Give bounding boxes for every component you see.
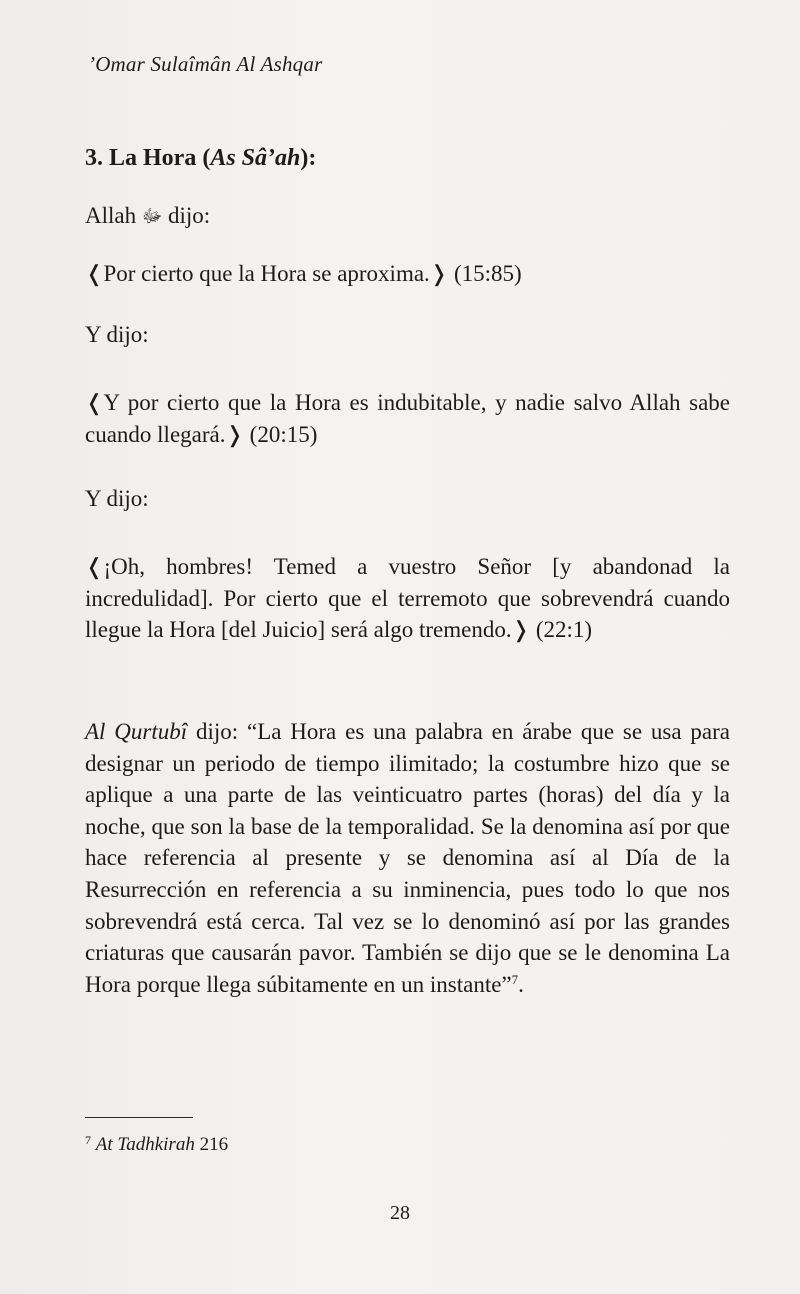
section-heading — [85, 143, 730, 175]
qurtubi-paragraph — [85, 716, 730, 1000]
quote-open-bracket: ❬ — [85, 554, 104, 579]
honorific-glyph: ﷻ — [141, 206, 163, 226]
allah-said-line — [85, 200, 730, 233]
qurtubi-text: dijo: “La Hora es una palabra en árabe que se usa para designar un periodo de tiempo ilimitado; la costumbre hizo que se aplique a una parte de las veinticuatro partes (horas) del día y la noche, que son la base de la temporalidad. Se la denomina así por que hace referencia al presente y se denomina así al Día de la Resurrección en referencia a su inminencia, pues todo lo que nos sobrevendrá está cerca. Tal vez se lo denominó así por las grandes criaturas que causarán pavor. También se dijo que se le denomina La Hora porque llega súbitamente en un instante” — [85, 719, 730, 997]
heading-end: ): — [300, 145, 317, 171]
footnote-mark: 7 — [85, 1133, 91, 1147]
heading-number: 3. La Hora ( — [85, 145, 211, 171]
quote-close-bracket: ❭ — [429, 261, 449, 286]
allah-word: Allah — [85, 203, 137, 228]
said-word: dijo: — [162, 203, 211, 228]
footnote-page: 216 — [194, 1134, 229, 1155]
heading-term: As Sâ’ah — [210, 145, 301, 171]
quote-3-text: ¡Oh, hombres! Temed a vuestro Señor [y abandonad la incredulidad]. Por cierto que el terremoto que sobrevendrá cuando llegue la Hora [del Juicio] será algo tremendo. — [85, 554, 730, 643]
quote-3-ref: (22:1) — [530, 617, 593, 643]
y-dijo-1: Y dijo: — [85, 322, 149, 347]
quote-close-bracket: ❭ — [225, 421, 244, 447]
quote-1-text: Por cierto que la Hora se aproxima. — [103, 261, 430, 286]
author-name: Al Qurtubî — [85, 719, 188, 744]
y-dijo-2: Y dijo: — [85, 486, 149, 511]
quote-2 — [85, 387, 730, 450]
quote-open-bracket: ❬ — [85, 390, 104, 415]
footnote-divider — [85, 1117, 193, 1118]
quote-2-text: Y por cierto que la Hora es indubitable, y nadie salvo Allah sabe cuando llegará. — [85, 390, 730, 447]
footnote — [85, 1133, 228, 1156]
quote-1 — [85, 258, 730, 290]
quote-close-bracket: ❭ — [511, 617, 531, 643]
quote-3 — [85, 551, 730, 646]
footnote-reference[interactable]: 7 — [511, 971, 519, 987]
qurtubi-end: . — [518, 971, 524, 997]
page-number: 28 — [390, 1202, 410, 1224]
quote-2-ref: (20:15) — [243, 421, 318, 447]
quote-open-bracket: ❬ — [85, 261, 104, 286]
running-head: ’Omar Sulaîmân Al Ashqar — [88, 52, 323, 76]
footnote-source: At Tadhkirah — [95, 1134, 195, 1155]
quote-1-ref: (15:85) — [448, 261, 522, 286]
